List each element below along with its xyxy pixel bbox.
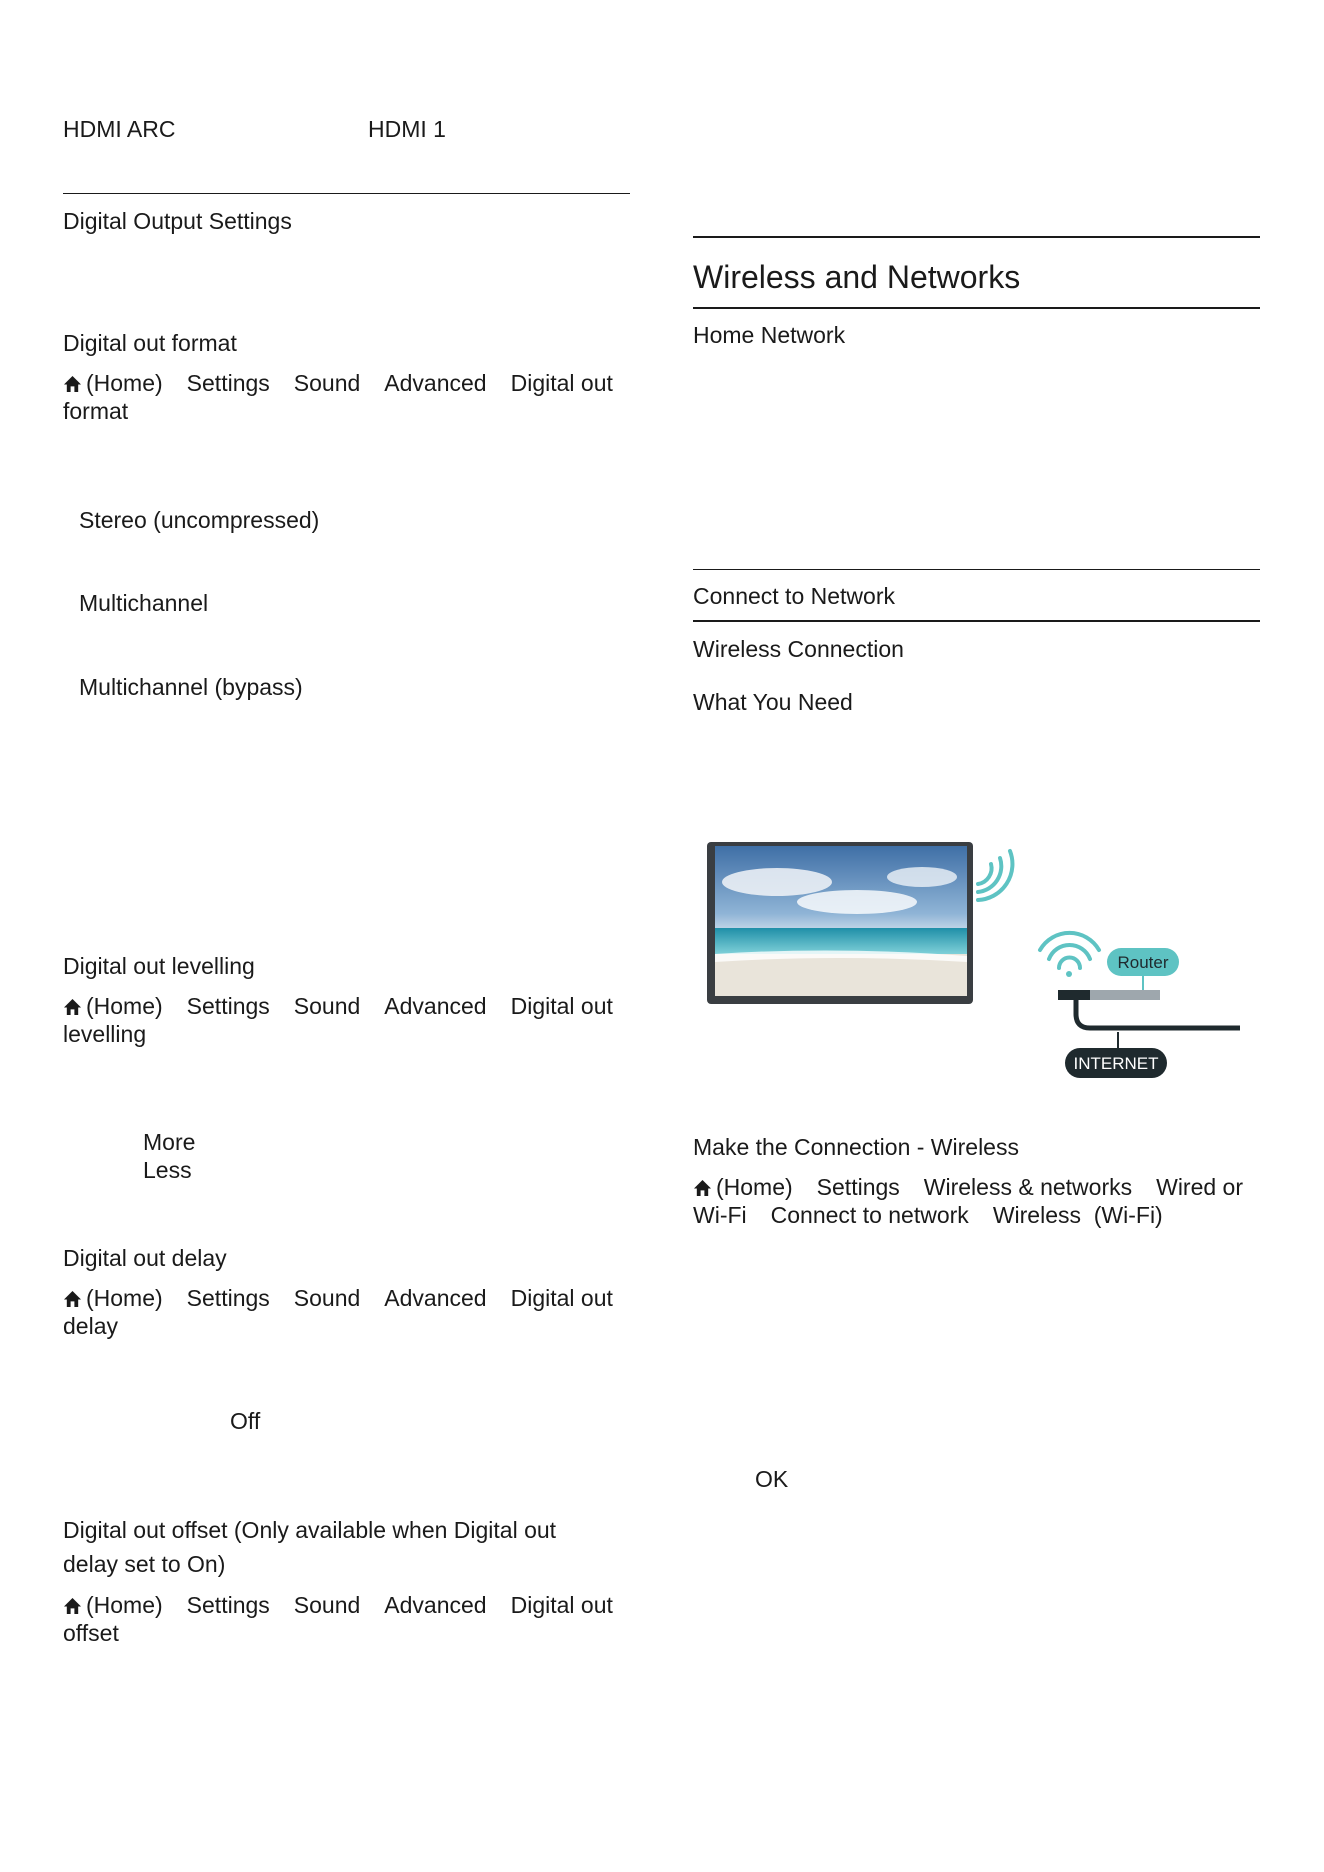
breadcrumb-item: Wi-Fi: [693, 1202, 747, 1228]
breadcrumb-item: Sound: [293, 370, 361, 396]
divider: [693, 569, 1260, 570]
router-icon: [1058, 990, 1160, 1000]
ok-label: OK: [755, 1466, 789, 1492]
breadcrumb-tail: levelling: [63, 1021, 147, 1047]
breadcrumb-home: (Home): [86, 370, 163, 396]
wifi-waves-icon: [978, 851, 1012, 900]
router-label-badge: [1107, 948, 1179, 990]
option-stereo: Stereo (uncompressed): [79, 507, 320, 533]
breadcrumb-item: Advanced: [384, 370, 487, 396]
home-icon: [63, 375, 82, 393]
internet-badge: [1065, 1048, 1167, 1078]
section-rule-bottom: [693, 307, 1260, 309]
breadcrumb-item: Connect to network: [770, 1202, 969, 1228]
breadcrumb-item: Wireless & networks: [923, 1174, 1133, 1200]
digital-out-levelling-heading: Digital out levelling: [63, 953, 255, 979]
breadcrumb-digital-out-format: [63, 369, 613, 397]
home-icon: [693, 1179, 712, 1197]
breadcrumb-item: Digital out: [510, 370, 613, 396]
level-more: More: [143, 1129, 196, 1155]
breadcrumb-home: (Home): [716, 1174, 793, 1200]
breadcrumb-digital-out-delay: [63, 1284, 613, 1312]
make-connection-heading: Make the Connection - Wireless: [693, 1134, 1019, 1160]
wireless-connection-heading: Wireless Connection: [693, 636, 904, 662]
breadcrumb-tail: offset: [63, 1620, 119, 1646]
breadcrumb-digital-out-levelling: [63, 992, 613, 1020]
breadcrumb-item: Wired or: [1156, 1174, 1244, 1200]
router-wifi-icon: [1040, 933, 1099, 977]
router-label: Router: [1117, 953, 1169, 972]
digital-output-settings-heading: Digital Output Settings: [63, 208, 292, 234]
breadcrumb-make-connection: [693, 1173, 1243, 1201]
breadcrumb-tail: format: [63, 398, 129, 424]
tv-router-illustration: [707, 842, 1257, 1092]
breadcrumb-item: Wireless (Wi-Fi): [992, 1202, 1163, 1228]
hdmi-arc-label: HDMI ARC: [63, 116, 176, 142]
home-icon: [63, 1290, 82, 1308]
digital-out-offset-heading-cont: delay set to On): [63, 1551, 226, 1577]
level-less: Less: [143, 1157, 192, 1183]
breadcrumb-item: Digital out: [510, 993, 613, 1019]
breadcrumb-item: Settings: [186, 370, 270, 396]
breadcrumb-digital-out-offset: [63, 1591, 613, 1619]
what-you-need-heading: What You Need: [693, 689, 853, 715]
digital-out-offset-heading: Digital out offset (Only available when Digital out: [63, 1517, 557, 1543]
breadcrumb-home: (Home): [86, 1285, 163, 1311]
breadcrumb-item: Advanced: [384, 993, 487, 1019]
breadcrumb-item: Settings: [186, 993, 270, 1019]
breadcrumb-tail: delay: [63, 1313, 118, 1339]
breadcrumb-item: Sound: [293, 993, 361, 1019]
breadcrumb-make-connection-cont: [693, 1201, 1163, 1229]
internet-label: INTERNET: [1073, 1054, 1159, 1073]
breadcrumb-item: Sound: [293, 1592, 361, 1618]
home-icon: [63, 998, 82, 1016]
breadcrumb-item: Settings: [186, 1285, 270, 1311]
digital-out-delay-heading: Digital out delay: [63, 1245, 227, 1271]
home-network-heading: Home Network: [693, 322, 846, 348]
section-rule-top: [693, 236, 1260, 238]
tv-icon: [707, 842, 973, 1004]
cable-line: [1076, 1000, 1240, 1028]
digital-out-format-heading: Digital out format: [63, 330, 237, 356]
breadcrumb-item: Digital out: [510, 1592, 613, 1618]
breadcrumb-item: Settings: [816, 1174, 900, 1200]
breadcrumb-item: Digital out: [510, 1285, 613, 1311]
divider: [63, 193, 630, 194]
breadcrumb-home: (Home): [86, 1592, 163, 1618]
home-icon: [63, 1597, 82, 1615]
divider: [693, 620, 1260, 622]
breadcrumb-item: Sound: [293, 1285, 361, 1311]
option-multichannel-bypass: Multichannel (bypass): [79, 674, 303, 700]
breadcrumb-home: (Home): [86, 993, 163, 1019]
breadcrumb-item: Settings: [186, 1592, 270, 1618]
delay-off: Off: [230, 1408, 261, 1434]
breadcrumb-item: Advanced: [384, 1285, 487, 1311]
breadcrumb-item: Advanced: [384, 1592, 487, 1618]
option-multichannel: Multichannel: [79, 590, 209, 616]
section-title: Wireless and Networks: [693, 259, 1021, 295]
hdmi-1-label: HDMI 1: [368, 116, 446, 142]
connect-to-network-heading: Connect to Network: [693, 583, 895, 609]
